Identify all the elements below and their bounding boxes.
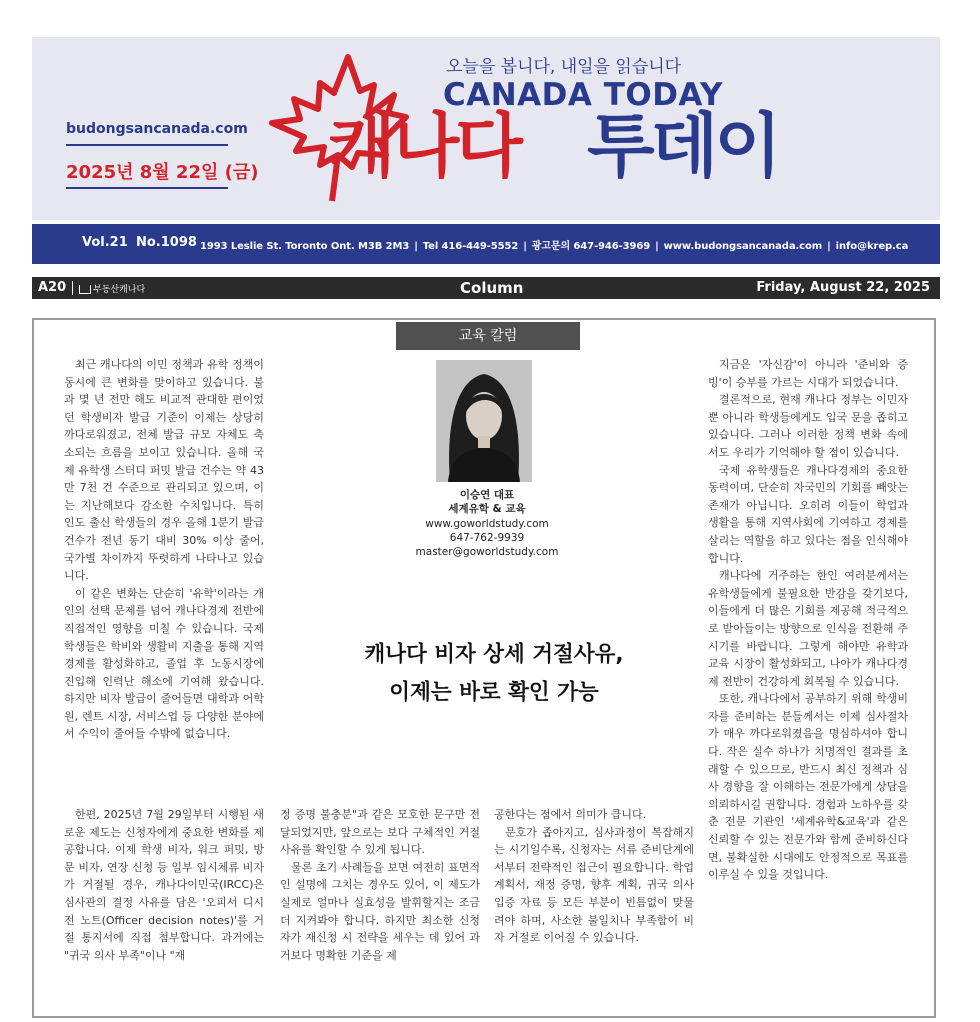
masthead-site-url[interactable]: budongsancanada.com [66,121,248,137]
paragraph: 최근 캐나다의 이민 정책과 유학 정책이 동시에 큰 변화를 맞이하고 있습니다. 불과 몇 년 전만 해도 비교적 관대한 편이었던 학생비자 발급 기준이 이제는 상당히 까다로워졌고, 전체 발급 규모 자체도 축소되는 흐름을 보이고 있습니다. 올해 국제 유학생 스터디 퍼밋 발급 건수는 약 43만 7천 건 수준으로 관리되고 있으며, 이는 지난해보다 감소한 수치입니다. 특히 인도 출신 학생들의 경우 올해 1분기 발급 건수가 전년 동기 대비 30% 이상 줄어, 국가별 차이까지 뚜렷하게 나타나고 있습니다. [64,358,264,583]
contact-line: 1993 Leslie St. Toronto Ont. M3B 2M3 | Tel 416-449-5552 | 광고문의 647-946-3969 | www.budongsancanada.com | info@krep.ca [200,241,909,252]
article-column-2 [64,806,264,964]
paragraph: 이 같은 변화는 단순히 '유학'이라는 개인의 선택 문제를 넘어 캐나다경제 전반에 직접적인 영향을 미칠 수 있습니다. 국제학생들은 학비와 생활비 지출을 통해 지역경제를 활성화하고, 졸업 후 노동시장에 진입해 인력난 해소에 기여해 왔습니다. 하지만 비자 발급이 줄어들면 대학과 어학원, 렌트 시장, 서비스업 등 다양한 분야에서 수익이 줄어들 수밖에 없습니다. [64,586,264,741]
divider [66,144,228,146]
author-name: 이승연 대표 [459,489,515,501]
paragraph: 한편, 2025년 7월 29일부터 시행된 새로운 제도는 신청자에게 중요한 변화를 제공합니다. 이제 학생 비자, 워크 퍼밋, 방문 비자, 연장 신청 등 일부 임시체류 비자가 거절될 경우, 캐나다이민국(IRCC)은 심사관의 결정 사유를 담은 '오피서 디시전 노트(Officer decision notes)'를 거절 통지서에 직접 첨부합니다. 과거에는 "귀국 의사 부족"이나 "재 [64,808,264,962]
author-info [394,488,580,559]
author-org: 세계유학 & 교육 [448,503,526,516]
issue-number: No.1098 [136,235,197,250]
telephone: Tel 416-449-5552 [422,241,519,252]
paragraph: 결론적으로, 현재 캐나다 정부는 이민자뿐 아니라 학생들에게도 입국 문을 좁히고 있습니다. 그러나 이러한 정책 변화 속에서도 우리가 기억해야 할 점이 있습니다. [708,393,908,459]
paragraph: 국제 유학생들은 캐나다경제의 중요한 동력이며, 단순히 자국민의 기회를 빼앗는 존재가 아닙니다. 오히려 이들이 학업과 생활을 통해 지역사회에 기여하고 경제를 살리는 역할을 하고 있다는 점을 인식해야 합니다. [708,463,908,565]
article-column-1 [64,356,264,743]
author-email[interactable]: master@goworldstudy.com [415,546,559,559]
address: 1993 Leslie St. Toronto Ont. M3B 2M3 [200,241,410,252]
portrait-image [436,360,532,482]
section-date: Friday, August 22, 2025 [756,280,930,295]
author-phone: 647-762-9939 [449,531,525,544]
masthead-date: 2025년 8월 22일 (금) [66,162,259,183]
article-box [32,318,936,1018]
headline-line-2: 이제는 바로 확인 가능 [389,680,599,705]
author-photo [436,360,532,482]
masthead-title-en: CANADA TODAY [443,77,723,113]
email-link[interactable]: info@krep.ca [835,241,909,252]
column-tag: 교육 칼럼 [396,322,580,350]
info-bar [32,224,940,264]
author-website[interactable]: www.goworldstudy.com [425,517,549,530]
ad-contact: 광고문의 647-946-3969 [531,241,651,252]
paragraph: 지금은 '자신감'이 아니라 '준비와 증빙'이 승부를 가르는 시대가 되었습니다. [708,358,908,389]
masthead [32,37,940,220]
section-bar [32,277,940,299]
house-icon [79,285,91,294]
divider [72,281,73,295]
paragraph: 정 증명 불충분"과 같은 모호한 문구만 전달되었지만, 앞으로는 보다 구체적인 거절 사유를 확인할 수 있게 됩니다. [280,808,480,857]
masthead-slogan: 오늘을 봅니다, 내일을 읽습니다 [446,57,682,77]
section-logo [79,282,145,295]
masthead-title-ko-blue: 투데이 [587,105,778,187]
paragraph: 문호가 좁아지고, 심사과정이 복잡해지는 시기일수록, 신청자는 서류 준비단계에서부터 전략적인 접근이 필요합니다. 학업 계획서, 재정 증명, 향후 계획, 귀국 의사 입증 자료 등 모든 부분이 빈틈없이 맞물려야 하며, 사소한 불일치나 부족함이 비자 거절로 이어질 수 있습니다. [494,825,694,945]
volume: Vol.21 [82,235,128,250]
paragraph: 또한, 캐나다에서 공부하기 위해 학생비자를 준비하는 분들께서는 이제 심사절차가 매우 까다로워졌음을 명심하셔야 합니다. 작은 실수 하나가 치명적인 결과를 초래할 수 있으므로, 반드시 최신 정책과 심사 경향을 잘 이해하는 전문가에게 상담을 의뢰하시길 권합니다. 경험과 노하우를 갖춘 전문 기관인 '세계유학&교육'과 같은 신뢰할 수 있는 전문가와 함께 준비하신다면, 불확실한 시대에도 안정적으로 목표를 이루실 수 있을 것입니다. [708,692,908,882]
website-link[interactable]: www.budongsancanada.com [663,241,823,252]
divider [66,187,228,189]
paragraph: 캐나다에 거주하는 한인 여러분께서는 유학생들에게 불필요한 반감을 갖기보다, 이들에게 더 많은 기회를 제공해 적극적으로 받아들이는 방향으로 인식을 전환해 주시기를 바랍니다. 그렇게 해야만 유학과 교육 시장이 활성화되고, 나아가 캐나다경제 전반이 건강하게 회복될 수 있습니다. [708,569,908,688]
section-logo-text: 부동산캐나다 [93,285,146,295]
headline-line-1: 캐나다 비자 상세 거절사유, [364,642,624,667]
section-title: Column [460,279,524,297]
page-number: A20 [38,280,67,295]
paragraph: 물론 초기 사례들을 보면 여전히 표면적인 설명에 그치는 경우도 있어, 이 제도가 실제로 얼마나 실효성을 발휘할지는 조금 더 지켜봐야 합니다. 하지만 최소한 신청자가 재신청 시 전략을 세우는 데 있어 과거보다 명확한 기준을 제 [280,860,480,962]
article-column-5 [708,356,908,884]
article-column-4 [494,806,694,947]
paragraph: 공한다는 점에서 의미가 큽니다. [494,808,647,821]
article-column-3 [280,806,480,964]
article-headline [304,636,684,712]
masthead-title-ko-red: 캐나다 [328,105,519,187]
